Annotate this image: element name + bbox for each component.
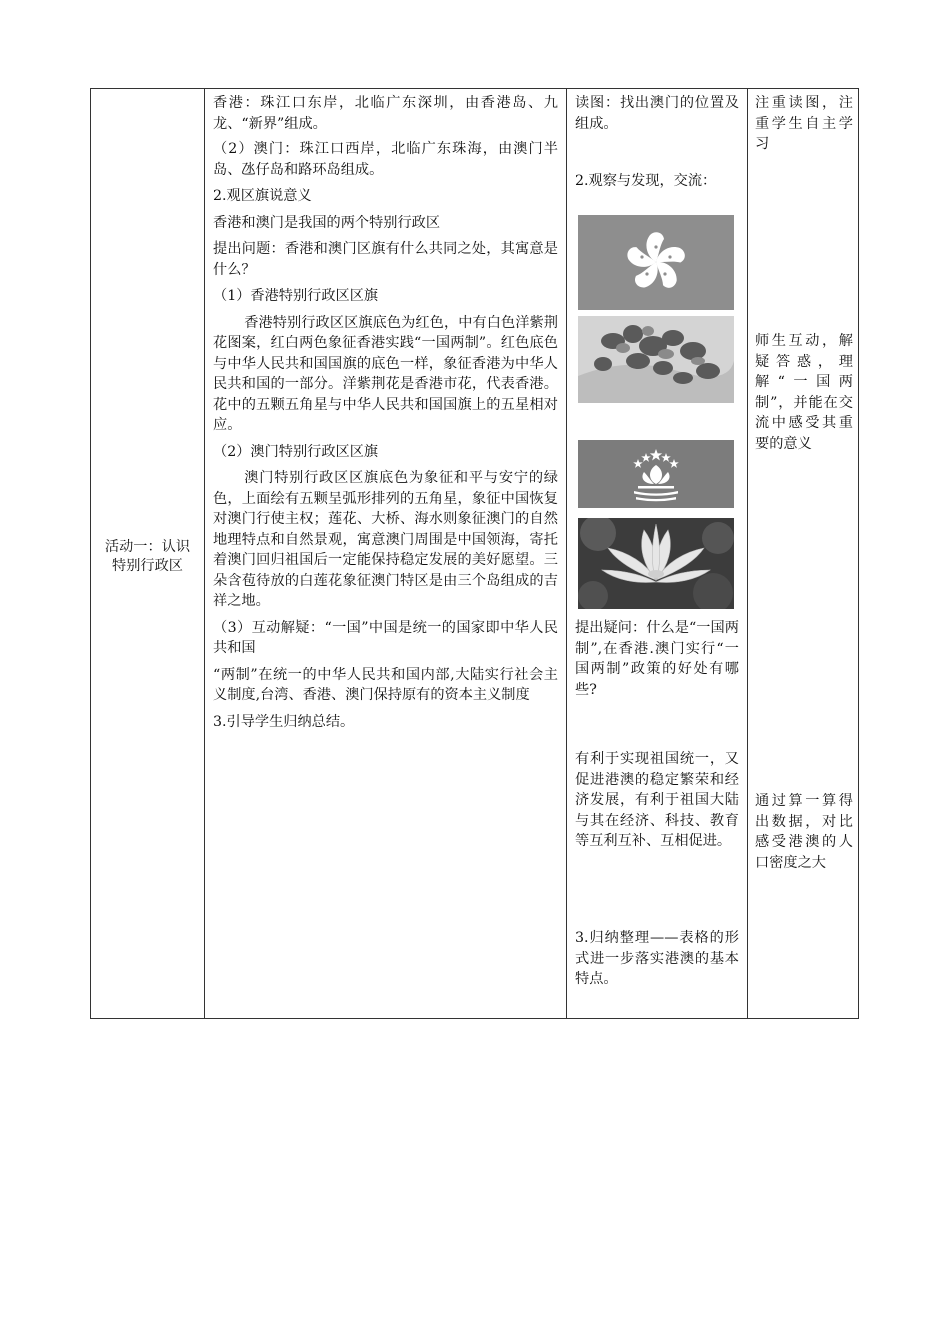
content-cell <box>204 89 566 1018</box>
hk-flag-image <box>578 215 734 310</box>
summary-text: 3.归纳整理——表格的形式进一步落实港澳的基本特点。 <box>575 930 739 987</box>
two-systems-text: “两制”在统一的中华人民共和国内部,大陆实行社会主义制度,台湾、香港、澳门保持原有的资本主义制度 <box>213 666 558 703</box>
question-text: 提出疑问：什么是“一国两制”,在香港.澳门实行“一国两制”政策的好处有哪些? <box>575 620 739 698</box>
activity-cell <box>91 89 204 1018</box>
interaction-text: （3）互动解疑：“一国”中国是统一的国家即中华人民共和国 <box>213 619 558 656</box>
design-intent-cell <box>747 89 859 1018</box>
intent-interaction-text: 师生互动，解疑答惑，理解“一国两制”，并能在交流中感受其重要的意义 <box>755 333 853 452</box>
read-map-text: 读图：找出澳门的位置及组成。 <box>575 95 739 132</box>
macau-location-text: （2）澳门：珠江口西岸，北临广东珠海，由澳门半岛、氹仔岛和路环岛组成。 <box>213 141 558 178</box>
bauhinia-icon <box>578 215 734 310</box>
activity-label: 活动一：认识特别行政区 <box>104 539 191 574</box>
macau-flag-image <box>578 440 734 508</box>
lotus-emblem-icon <box>578 440 734 508</box>
lotus-flower-photo <box>578 518 734 609</box>
lotus-flower-icon <box>578 518 734 609</box>
student-activity-cell <box>566 89 747 1018</box>
hk-location-text: 香港：珠江口东岸，北临广东深圳，由香港岛、九龙、“新界”组成。 <box>213 95 558 132</box>
step3-text: 3.引导学生归纳总结。 <box>213 713 355 730</box>
hk-flag-text: 香港特别行政区区旗底色为红色，中有白色洋紫荆花图案，红白两色象征香港实践“一国两制”。红色底色与中华人民共和国国旗的底色一样，象征香港为中华人民共和国的一部分。洋紫荆花是香港市花，代表香港。花中的五颗五角星与中华人民共和国国旗上的五星相对应。 <box>213 314 558 433</box>
step2-question: 提出问题：香港和澳门区旗有什么共同之处，其寓意是什么？ <box>213 241 558 278</box>
intent-calculation-text: 通过算一算得出数据，对比感受港澳的人口密度之大 <box>755 793 853 871</box>
step2-intro: 香港和澳门是我国的两个特别行政区 <box>213 214 441 231</box>
answer-text: 有利于实现祖国统一，又促进港澳的稳定繁荣和经济发展，有利于祖国大陆与其在经济、科技、教育等互利互补、互相促进。 <box>575 751 739 849</box>
macau-flag-heading: （2）澳门特别行政区区旗 <box>213 443 379 460</box>
bauhinia-flower-photo <box>578 316 734 403</box>
lesson-table <box>90 88 859 1019</box>
macau-flag-text: 澳门特别行政区区旗底色为象征和平与安宁的绿色，上面绘有五颗呈弧形排列的五角星，象征中国恢复对澳门行使主权；莲花、大桥、海水则象征澳门的自然地理特点和自然景观，寓意澳门周围是中国领海，寄托着澳门回归祖国后一定能保持稳定发展的美好愿望。三朵含苞待放的白莲花象征澳门特区是由三个岛组成的吉祥之地。 <box>213 470 558 609</box>
bauhinia-flower-icon <box>578 316 734 403</box>
step2-title: 2.观区旗说意义 <box>213 188 312 204</box>
hk-flag-heading: （1）香港特别行政区区旗 <box>213 288 379 304</box>
intent-reading-text: 注重读图，注重学生自主学习 <box>755 95 853 152</box>
observe-text: 2.观察与发现，交流： <box>575 173 717 189</box>
